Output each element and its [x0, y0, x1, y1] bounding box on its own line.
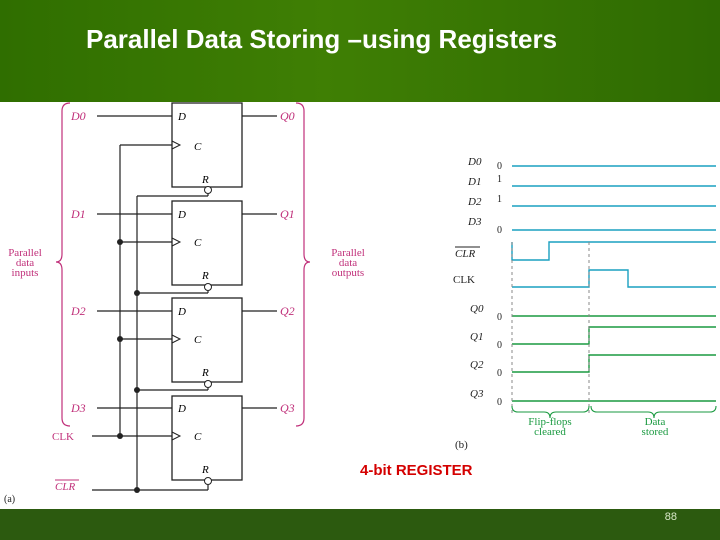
flip-flop-0 — [172, 103, 242, 194]
svg-text:data: data — [15, 257, 35, 269]
flip-flop-1 — [172, 201, 242, 291]
input-label-d3: D3 — [71, 401, 86, 415]
output-bracket — [296, 103, 310, 426]
page-number: 88 — [664, 511, 677, 523]
flip-flop-3 — [172, 396, 242, 485]
svg-text:inputs: inputs — [11, 267, 39, 279]
timing-input-labels — [467, 156, 482, 228]
svg-text:D: D — [178, 209, 186, 221]
svg-text:D: D — [178, 403, 186, 415]
input-label-d1: D1 — [71, 207, 86, 221]
svg-text:Q3: Q3 — [470, 388, 484, 400]
svg-text:D1: D1 — [468, 176, 482, 188]
svg-text:1: 1 — [497, 174, 502, 185]
svg-text:Data: Data — [644, 416, 666, 428]
svg-text:1: 1 — [497, 194, 502, 205]
clr-waveform — [512, 242, 716, 260]
timing-clk-label: CLK — [453, 274, 475, 286]
timing-input-values — [497, 161, 502, 236]
input-bracket — [56, 103, 70, 426]
svg-text:Flip-flops: Flip-flops — [528, 416, 572, 428]
output-label-q3: Q3 — [280, 401, 295, 415]
output-label-q2: Q2 — [280, 304, 295, 318]
timing-clr-label: CLR — [455, 248, 476, 260]
svg-text:R: R — [202, 270, 209, 282]
svg-text:0: 0 — [497, 397, 502, 408]
input-waveforms — [512, 166, 716, 230]
svg-text:cleared: cleared — [534, 426, 566, 438]
output-waveforms — [512, 316, 716, 401]
svg-text:Parallel: Parallel — [331, 247, 365, 259]
slide-title: Parallel Data Storing –using Registers — [86, 24, 558, 54]
svg-text:0: 0 — [497, 340, 502, 351]
svg-text:D: D — [178, 306, 186, 318]
svg-text:0: 0 — [497, 312, 502, 323]
panel-b-label: (b) — [455, 439, 468, 451]
input-label-d0: D0 — [71, 109, 86, 123]
svg-text:0: 0 — [497, 161, 502, 172]
phase-flipflops-cleared — [528, 416, 571, 438]
input-label-d2: D2 — [71, 304, 86, 318]
parallel-inputs-label — [8, 247, 42, 279]
output-label-q1: Q1 — [280, 207, 295, 221]
output-label-q0: Q0 — [280, 109, 295, 123]
svg-text:Q1: Q1 — [470, 331, 484, 343]
svg-text:D0: D0 — [468, 156, 482, 168]
svg-text:D3: D3 — [468, 216, 482, 228]
clk-waveform — [512, 270, 716, 287]
svg-text:Q2: Q2 — [470, 359, 484, 371]
timing-output-labels — [470, 303, 484, 400]
clr-label: CLR — [55, 481, 76, 493]
clk-label: CLK — [52, 431, 74, 443]
svg-text:Parallel: Parallel — [8, 247, 42, 259]
svg-text:D: D — [178, 111, 186, 123]
svg-text:Q0: Q0 — [470, 303, 484, 315]
svg-text:C: C — [194, 431, 202, 443]
svg-text:0: 0 — [497, 368, 502, 379]
panel-a-label: (a) — [4, 494, 16, 505]
svg-text:C: C — [194, 334, 202, 346]
svg-text:R: R — [202, 174, 209, 186]
svg-text:0: 0 — [497, 225, 502, 236]
timing-output-values — [497, 312, 502, 408]
svg-text:data: data — [338, 257, 358, 269]
svg-text:C: C — [194, 141, 202, 153]
parallel-outputs-label — [331, 247, 365, 279]
phase-data-stored — [642, 416, 669, 438]
footer-bar — [0, 509, 720, 540]
svg-text:R: R — [202, 367, 209, 379]
flip-flop-2 — [172, 298, 242, 388]
svg-text:C: C — [194, 237, 202, 249]
svg-text:stored: stored — [641, 426, 669, 438]
svg-text:outputs: outputs — [331, 267, 365, 279]
svg-text:R: R — [202, 464, 209, 476]
timing-dividers — [512, 242, 589, 414]
diagram-caption: 4-bit REGISTER — [360, 462, 473, 479]
svg-text:D2: D2 — [468, 196, 482, 208]
